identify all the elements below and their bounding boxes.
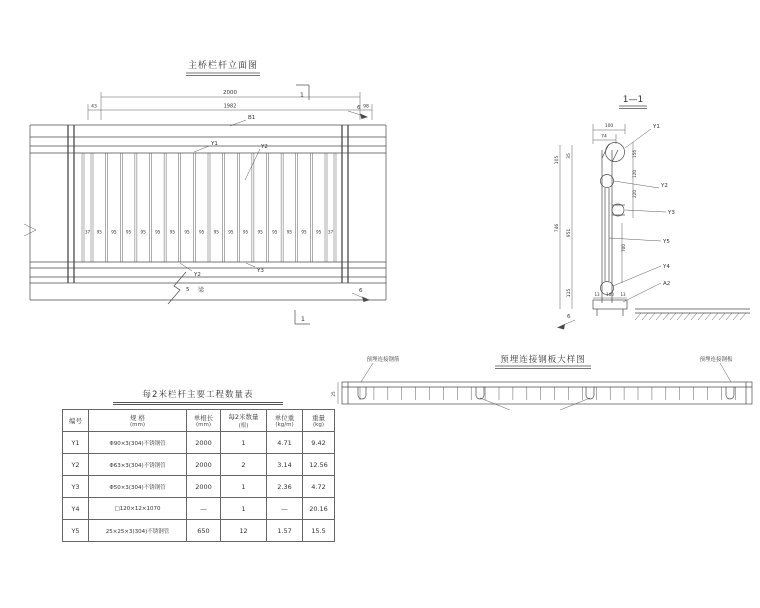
detail-title-underline (495, 366, 591, 369)
spacing-label: 95 (301, 229, 307, 235)
ground (635, 309, 750, 320)
spacing-label: 95 (96, 229, 102, 235)
section-cut-mark-top (296, 85, 309, 100)
table-cell: Y4 (63, 498, 89, 520)
svg-text:13: 13 (594, 292, 600, 297)
table-cell: 2000 (187, 432, 221, 454)
callout-beam: 梁 (198, 287, 205, 294)
spacing-label: 95 (155, 229, 161, 235)
callout-y3: Y3 (257, 268, 264, 274)
spacing-label: 95 (111, 229, 117, 235)
table-cell: Φ90×3(304)不锈钢管 (89, 432, 187, 454)
table-cell: □120×12×1070 (89, 498, 187, 520)
spacing-label: 37 (84, 229, 91, 235)
table-cell: 15.5 (303, 520, 335, 542)
svg-text:100: 100 (606, 292, 614, 297)
table-row (63, 520, 335, 542)
callout-y4: Y4 (663, 264, 670, 270)
svg-text:105: 105 (555, 155, 560, 165)
table-cell: Y3 (63, 476, 89, 498)
spacing-label: 95 (257, 229, 263, 235)
spacing-label: 37 (327, 229, 334, 235)
table-cell: 1.57 (267, 520, 303, 542)
spacing-label: 95 (213, 229, 219, 235)
spacing-label: 95 (228, 229, 234, 235)
spacing-label: 95 (242, 229, 249, 235)
elevation-title-underline (186, 73, 260, 76)
quantity-table-title: 每2米栏杆主要工程数量表 (113, 388, 283, 405)
table-cell: 1 (221, 432, 267, 454)
callout-b1: B1 (248, 115, 256, 121)
table-cell: Y2 (63, 454, 89, 476)
dim-plate-thickness: 25 (331, 391, 336, 397)
elevation-view (8, 52, 413, 337)
col-header-weight: 重量 (kg) (303, 410, 335, 432)
spacing-label: 95 (125, 229, 132, 235)
table-cell: 2.36 (267, 476, 303, 498)
table-cell: 25×25×3(304)不锈钢管 (89, 520, 187, 542)
svg-text:115: 115 (567, 288, 572, 298)
table-header-row (63, 410, 335, 432)
section-title-underline (619, 106, 647, 109)
embedded-plate (342, 382, 752, 410)
section-title: 1—1 (622, 95, 644, 105)
base-plate (593, 300, 627, 309)
svg-text:120: 120 (632, 170, 637, 178)
detail-title: 预埋连接钢板大样图 (500, 355, 586, 365)
callout-y1: Y1 (211, 141, 218, 147)
table-cell: 12.56 (303, 454, 335, 476)
table-cell: 2000 (187, 476, 221, 498)
spacing-label: 95 (140, 229, 146, 235)
lower-rail-pipe (612, 204, 624, 216)
dim-right: 98 (363, 104, 369, 110)
mid-rail-pipe (601, 175, 614, 188)
arrow-six (557, 314, 575, 330)
section-cut-mark-bottom (295, 310, 310, 324)
callout-y1: Y1 (653, 124, 660, 130)
col-header-length: 单根长 (mm) (187, 410, 221, 432)
section-callouts (557, 124, 675, 330)
table-cell: 4.72 (303, 476, 335, 498)
handrail-pipe (606, 143, 625, 162)
callout-y5: Y5 (663, 239, 670, 245)
table-cell: — (267, 498, 303, 520)
table-cell: 650 (187, 520, 221, 542)
table-row (63, 454, 335, 476)
svg-text:6: 6 (567, 314, 571, 320)
col-header-spec: 规 格 (mm) (89, 410, 187, 432)
callout-left: 预埋连接钢筋 (366, 357, 400, 363)
callout-beam-number: 5 (186, 287, 190, 293)
svg-text:6: 6 (357, 105, 361, 111)
table-cell: 2000 (187, 454, 221, 476)
table-cell: 2 (221, 454, 267, 476)
balusters-and-spacing (82, 153, 336, 262)
spacing-label: 95 (272, 229, 278, 235)
anchor-bar-ticks (360, 387, 735, 400)
svg-text:13: 13 (620, 292, 626, 297)
quantity-table (62, 409, 335, 542)
table-cell: 20.16 (303, 498, 335, 520)
spacing-label: 95 (199, 229, 205, 235)
svg-text:6: 6 (359, 288, 363, 294)
section-view (545, 88, 755, 338)
callout-y2: Y2 (661, 183, 668, 189)
svg-text:1: 1 (300, 315, 306, 323)
qty-table-body (63, 432, 335, 542)
dim-top1: 100 (604, 124, 614, 129)
quantity-table-section (62, 388, 334, 542)
table-row (63, 476, 335, 498)
spacing-label: 95 (286, 229, 293, 235)
ground-hatch (635, 313, 746, 320)
plate-detail-view (328, 352, 758, 417)
table-cell: Y5 (63, 520, 89, 542)
col-header-unit-weight: 单位重 (kg/m) (267, 410, 303, 432)
dim-inner: 1982 (223, 103, 237, 110)
callout-y2: Y2 (261, 144, 268, 150)
svg-text:220: 220 (632, 190, 637, 198)
elevation-title: 主桥栏杆立面图 (187, 61, 259, 71)
callout-y2-bottom: Y2 (194, 272, 201, 278)
callout-y3: Y3 (668, 210, 675, 216)
table-row (63, 498, 335, 520)
svg-text:35: 35 (567, 153, 572, 159)
table-cell: 4.71 (267, 432, 303, 454)
col-header-id: 编号 (63, 410, 89, 432)
svg-text:951: 951 (567, 228, 572, 238)
dim-top2: 74 (601, 134, 607, 140)
spacing-label: 95 (184, 229, 190, 235)
table-cell: 1 (221, 498, 267, 520)
table-cell: Y1 (63, 432, 89, 454)
callout-a2: A2 (663, 281, 671, 287)
table-cell: 1 (221, 476, 267, 498)
anchor-hooks (358, 387, 734, 410)
table-cell: 9.42 (303, 432, 335, 454)
callout-right: 预埋连接钢板 (699, 357, 733, 363)
table-cell: 3.14 (267, 454, 303, 476)
svg-text:156: 156 (632, 150, 637, 158)
elevation-dimensions (88, 90, 372, 120)
table-cell: — (187, 498, 221, 520)
spacing-label: 95 (316, 229, 322, 235)
spacing-label: 95 (169, 229, 176, 235)
col-header-count: 每2米数量 (根) (221, 410, 267, 432)
svg-text:746: 746 (555, 223, 560, 233)
svg-text:700: 700 (621, 244, 626, 252)
table-row (63, 432, 335, 454)
elevation-callouts (24, 105, 370, 304)
table-cell: Φ63×3(304)不锈钢管 (89, 454, 187, 476)
table-cell: 12 (221, 520, 267, 542)
svg-text:1: 1 (299, 91, 305, 99)
table-cell: Φ50×3(304)不锈钢管 (89, 476, 187, 498)
dim-total: 2000 (223, 90, 237, 96)
dim-left: 43 (91, 104, 97, 110)
